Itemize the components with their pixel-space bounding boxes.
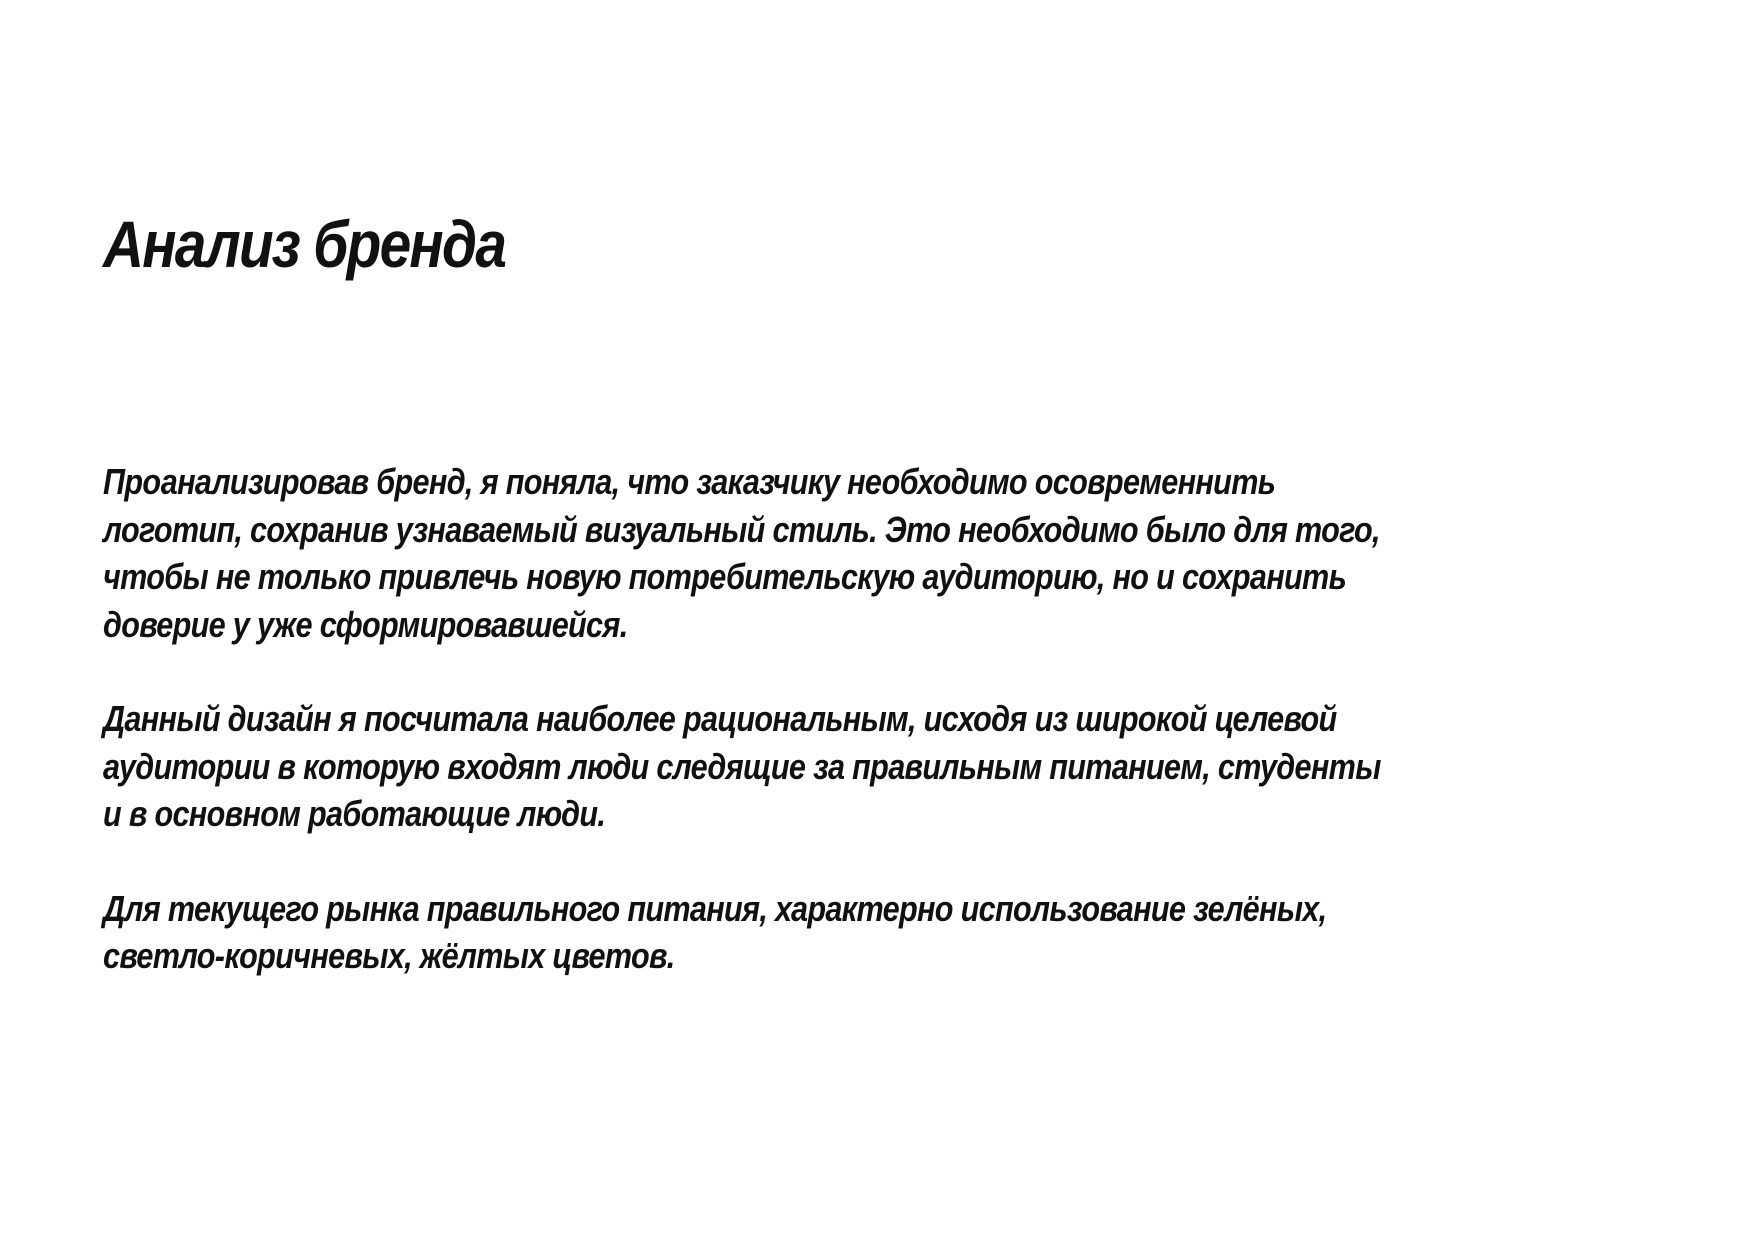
text-line: светло-коричневых, жёлтых цветов. <box>103 935 675 976</box>
text-line: Для текущего рынка правильного питания, характерно использование зелёных, <box>103 887 1327 929</box>
text-line: чтобы не только привлечь новую потребительскую аудиторию, но и сохранить <box>103 556 1347 597</box>
paragraph-market-colors <box>103 885 1463 980</box>
text-line: аудитории в которую входят люди следящие за правильным питанием, студенты <box>103 745 1381 787</box>
text-line: Проанализировав бренд, я поняла, что заказчику необходимо осовременнить <box>103 461 1276 502</box>
body-text <box>103 458 1703 1027</box>
text-line: и в основном работающие люди. <box>103 793 606 834</box>
text-line: Данный дизайн я посчитала наиболее рациональным, исходя из широкой целевой <box>103 698 1337 739</box>
text-line: логотип, сохранив узнаваемый визуальный стиль. Это необходимо было для того, <box>103 508 1380 550</box>
paragraph-brand-analysis <box>103 458 1463 648</box>
text-line: доверие у уже сформировавшейся. <box>103 603 628 645</box>
paragraph-target-audience <box>103 695 1463 838</box>
page-title: Анализ бренда <box>103 207 506 281</box>
